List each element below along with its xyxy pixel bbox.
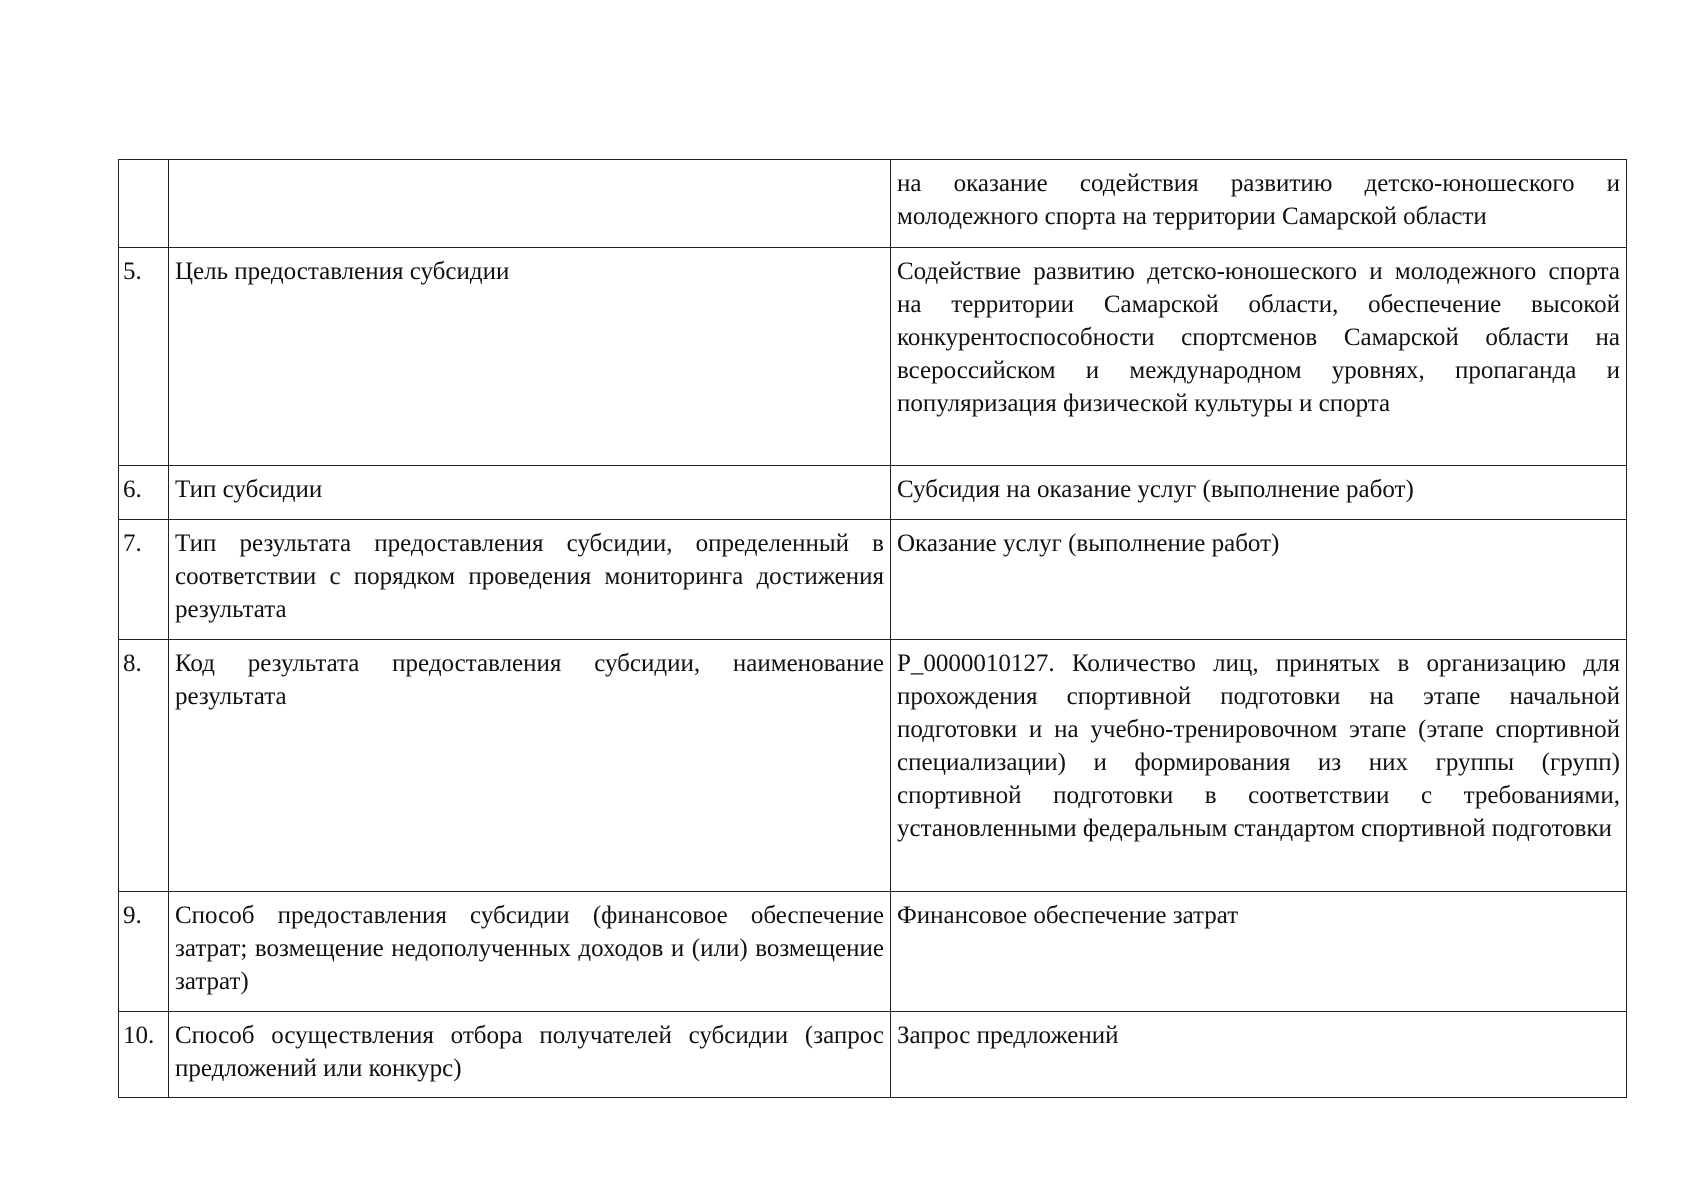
row-number: 10. — [119, 1012, 169, 1098]
subsidy-info-table — [118, 159, 1627, 1098]
row-value: на оказание содействия развитию детско-юношеского и молодежного спорта на территории Самарской области — [891, 160, 1627, 248]
table-row — [119, 248, 1627, 466]
row-parameter: Код результата предоставления субсидии, наименование результата — [169, 640, 891, 892]
row-value: Содействие развитию детско-юношеского и молодежного спорта на территории Самарской области, обеспечение высокой конкурентоспособности спортсменов Самарской области на всероссийском и международном уровнях, пропаганда и популяризация физической культуры и спорта — [891, 248, 1627, 466]
row-number: 9. — [119, 892, 169, 1012]
table-row — [119, 1012, 1627, 1098]
row-value: Оказание услуг (выполнение работ) — [891, 520, 1627, 640]
row-parameter: Способ осуществления отбора получателей субсидии (запрос предложений или конкурс) — [169, 1012, 891, 1098]
row-parameter: Цель предоставления субсидии — [169, 248, 891, 466]
table-row — [119, 640, 1627, 892]
row-number: 5. — [119, 248, 169, 466]
row-number: 6. — [119, 466, 169, 520]
row-value: Субсидия на оказание услуг (выполнение работ) — [891, 466, 1627, 520]
row-value: Финансовое обеспечение затрат — [891, 892, 1627, 1012]
table-row — [119, 466, 1627, 520]
table-row — [119, 520, 1627, 640]
table-row — [119, 892, 1627, 1012]
table-row — [119, 160, 1627, 248]
row-number: 8. — [119, 640, 169, 892]
row-value: Запрос предложений — [891, 1012, 1627, 1098]
row-parameter: Способ предоставления субсидии (финансовое обеспечение затрат; возмещение недополученных доходов и (или) возмещение затрат) — [169, 892, 891, 1012]
row-parameter: Тип субсидии — [169, 466, 891, 520]
row-value: P_0000010127. Количество лиц, принятых в организацию для прохождения спортивной подготовки на этапе начальной подготовки и на учебно-тренировочном этапе (этапе спортивной специализации) и формирования из них группы (групп) спортивной подготовки в соответствии с требованиями, установленными федеральным стандартом спортивной подготовки — [891, 640, 1627, 892]
row-number: 7. — [119, 520, 169, 640]
row-parameter: Тип результата предоставления субсидии, определенный в соответствии с порядком проведения мониторинга достижения результата — [169, 520, 891, 640]
row-parameter — [169, 160, 891, 248]
row-number — [119, 160, 169, 248]
